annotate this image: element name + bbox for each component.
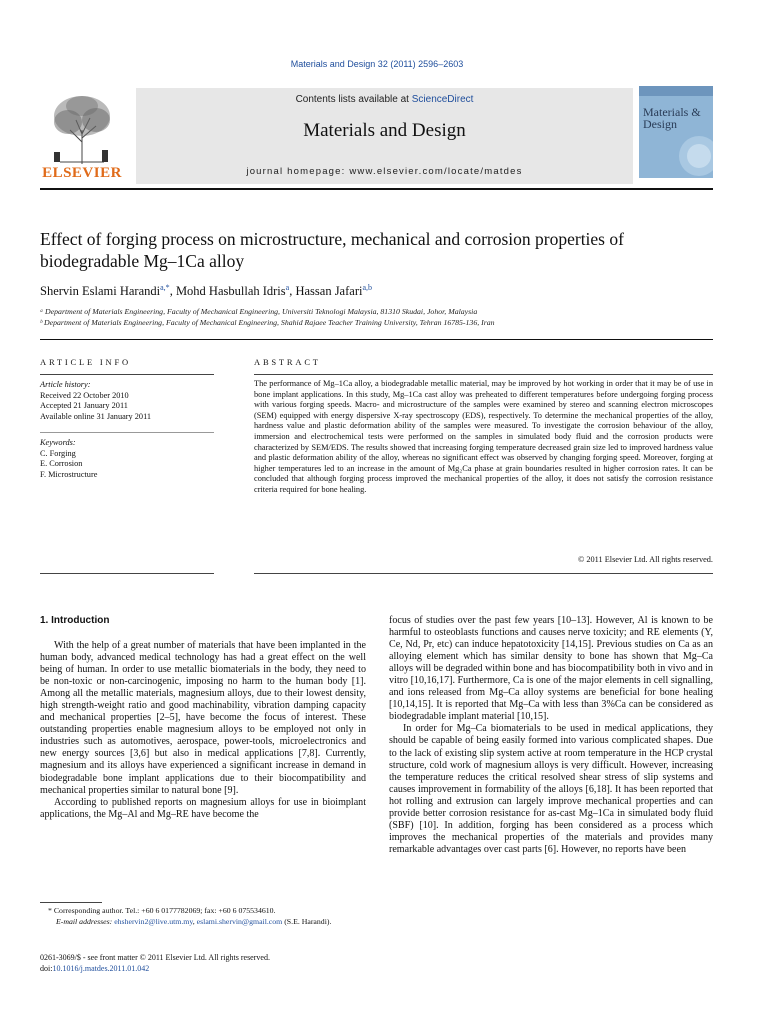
keywords-label: Keywords: xyxy=(40,438,76,447)
keyword-item: E. Corrosion xyxy=(40,459,83,469)
journal-citation[interactable]: Materials and Design 32 (2011) 2596–2603 xyxy=(290,59,464,69)
body-paragraph: In order for Mg–Ca biomaterials to be used in medical applications, they should be capable of being easily formed into various complicated shapes. Due to the lack of existing slip system active at room temperature in the HCP crystal structure, cold work of magnesium alloys is very difficult. However, increasing the temperature reduces the critical resolved shear stress of slip systems and causes improvement in formability of the alloys [6,18]. It has been reported that hot rolling and extrusion can largely improve mechanical properties and can provide better corrosion resistance for as-cast Mg–1Ca in simulated body fluid (SBF) [10]. In addition, forging has been considered as a process which improves the mechanical properties of the materials and provides many remarkable advantages over cast parts [6]. However, no reports have been xyxy=(389,723,713,855)
author-list xyxy=(40,283,720,299)
author-affiliation-marker[interactable]: a xyxy=(285,283,290,292)
abstract-heading: ABSTRACT xyxy=(254,357,321,367)
doi-link[interactable]: 10.1016/j.matdes.2011.01.042 xyxy=(52,964,150,973)
doi-line xyxy=(40,963,270,974)
author-name: Shervin Eslami Harandi xyxy=(40,284,161,299)
corresponding-author-line: * Corresponding author. Tel.: +60 6 0177782069; fax: +60 6 075534610. xyxy=(48,906,276,915)
email-label: E-mail addresses: xyxy=(56,916,113,926)
history-rule xyxy=(40,432,214,433)
front-matter-line: 0261-3069/$ - see front matter © 2011 Elsevier Ltd. All rights reserved. xyxy=(40,953,270,962)
introduction-heading: 1. Introduction xyxy=(40,615,110,626)
journal-homepage[interactable]: journal homepage: www.elsevier.com/locate/matdes xyxy=(246,166,523,177)
email-tail: (S.E. Harandi). xyxy=(284,916,332,926)
email-link[interactable]: eslami.shervin@gmail.com xyxy=(196,916,283,926)
history-label: Article history: xyxy=(40,380,91,389)
article-title: Effect of forging process on microstructure, mechanical and corrosion properties of biodegradable Mg–1Ca alloy xyxy=(40,229,624,271)
history-accepted: Accepted 21 January 2011 xyxy=(40,401,128,411)
history-received: Received 22 October 2010 xyxy=(40,390,129,400)
body-paragraph: focus of studies over the past few years [10–13]. However, Al is known to be harmful to osteoblasts functions and causes nerve toxicity; and RE elements (Y, Ce, Nd, Pr, etc) can induce hepatotoxicity [14,15]. Previous studies on Ca as an alloying element which has similar density to bone has shown that Mg–Ca alloys will be degraded within bone and has biocompatibility both in vivo and in vitro [10,16,17]. Furthermore, Ca is one of the major elements in cell signalling, and ions released from Mg–Ca alloy systems are beneficial for bone healing [10,14,15]. It is reported that Mg–Ca with less than 3%Ca can be considered as biodegradable implant material [10,15]. xyxy=(389,615,713,723)
affiliation-b: ᵇ Department of Materials Engineering, Faculty of Mechanical Engineering, Shahid Rajaee Teacher Training University, Tehran 16785-136, Iran xyxy=(40,318,495,327)
body-column-left xyxy=(40,640,366,821)
keywords-block xyxy=(40,438,214,480)
body-column-right xyxy=(389,615,713,856)
footnote-rule xyxy=(40,902,102,903)
journal-title: Materials and Design xyxy=(303,120,466,141)
author-name: Mohd Hasbullah Idris xyxy=(175,284,286,299)
email-line: E-mail addresses: ehshervin2@live.utm.my, eslami.shervin@gmail.com (S.E. Harandi). xyxy=(56,916,332,926)
author-separator: , xyxy=(169,284,176,299)
article-history xyxy=(40,380,214,422)
author-separator: , xyxy=(289,284,296,299)
author-affiliation-marker[interactable]: a,b xyxy=(362,283,373,292)
front-matter xyxy=(40,952,270,974)
article-info-heading: ARTICLE INFO xyxy=(40,357,131,367)
keyword-item: F. Microstructure xyxy=(40,469,98,479)
contents-line xyxy=(136,94,633,105)
email-link[interactable]: ehshervin2@live.utm.my xyxy=(114,916,193,926)
copyright-notice: © 2011 Elsevier Ltd. All rights reserved. xyxy=(577,555,713,564)
author-name: Hassan Jafari xyxy=(295,284,363,299)
elsevier-wordmark: ELSEVIER xyxy=(42,165,122,181)
abstract-text: The performance of Mg–1Ca alloy, a biodegradable metallic material, may be improved by hot working in order that it may be of use in bone implant applications. In this study, Mg–1Ca cast alloy was preheated to different temperatures before undergoing forging process with various forging speeds. Macro- and microstructure of the samples were examined by stereo and scanning electron microscopes (SEM) equipped with energy dispersive X-ray spectroscopy (EDS), respectively. To determine the mechanical properties of the alloy, hardness value and plastic deformation ability of the samples were measured. To investigate the corrosion behaviour of the alloy, immersion and electrochemical tests were performed on the samples in simulated body fluid and the corrosion products were characterized by SEM/EDS. The results showed that increasing forging temperature decreased grain size led to improved hardness value and plastic deformation ability of the alloy, whereas no significant effect was observed by changing forging speed. Moreover, forging at higher temperatures led to an increase in the amount of Mg₂Ca phase at grain boundaries resulted in higher corrosion rates. It can be concluded that although forging process improved the mechanical properties of the alloy, it does not satisfy the corrosion resistance criteria required for bone healing. xyxy=(254,379,713,494)
author-affiliation-marker[interactable]: a,* xyxy=(160,283,170,292)
article-info-bottom-rule xyxy=(40,573,214,574)
journal-cover-thumbnail[interactable] xyxy=(639,86,713,178)
affiliation-a: ᵃ Department of Materials Engineering, Faculty of Mechanical Engineering, Universiti Teknologi Malaysia, 81310 Skudai, Johor, Malaysia xyxy=(40,307,478,316)
cover-title: Materials & Design xyxy=(643,105,701,131)
abstract-rule xyxy=(254,374,713,375)
header-rule xyxy=(40,188,713,190)
section-rule xyxy=(40,339,713,340)
sciencedirect-link[interactable]: ScienceDirect xyxy=(411,94,474,105)
doi-prefix: doi: xyxy=(40,964,53,973)
corresponding-author-footnote xyxy=(40,906,366,927)
body-paragraph: With the help of a great number of materials that have been implanted in the human body, advanced medical technology has had a great effect on the well being of human. In order to use metallic biomaterials in the body, they need to be non-toxic or non-carcinogenic, imposing no harm to the human body [1]. Among all the metallic materials, magnesium alloys, due to their lowest density, high strength-weight ratio and good machinability, vibration damping capacity and mechanical properties [2–5], have become the focus of interest. These outstanding properties enable magnesium alloys to be employed not only in industries such as automotives, aerospace, power-tools, microelectronics and new energy sources [3,6] but also in medical applications [7,8]. Currently, magnesium and its alloys have experienced a significant increase in demand in biodegradable bone implant applications due to their biocompatibility and mechanical properties similar to natural bone [9]. xyxy=(40,640,366,796)
contents-prefix: Contents lists available at xyxy=(295,94,412,105)
abstract-bottom-rule xyxy=(254,573,713,574)
body-paragraph: According to published reports on magnesium alloys for use in bioimplant applications, the Mg–Al and Mg–RE have become the xyxy=(40,796,366,820)
history-online: Available online 31 January 2011 xyxy=(40,411,152,421)
article-info-rule xyxy=(40,374,214,375)
keyword-item: C. Forging xyxy=(40,448,76,458)
